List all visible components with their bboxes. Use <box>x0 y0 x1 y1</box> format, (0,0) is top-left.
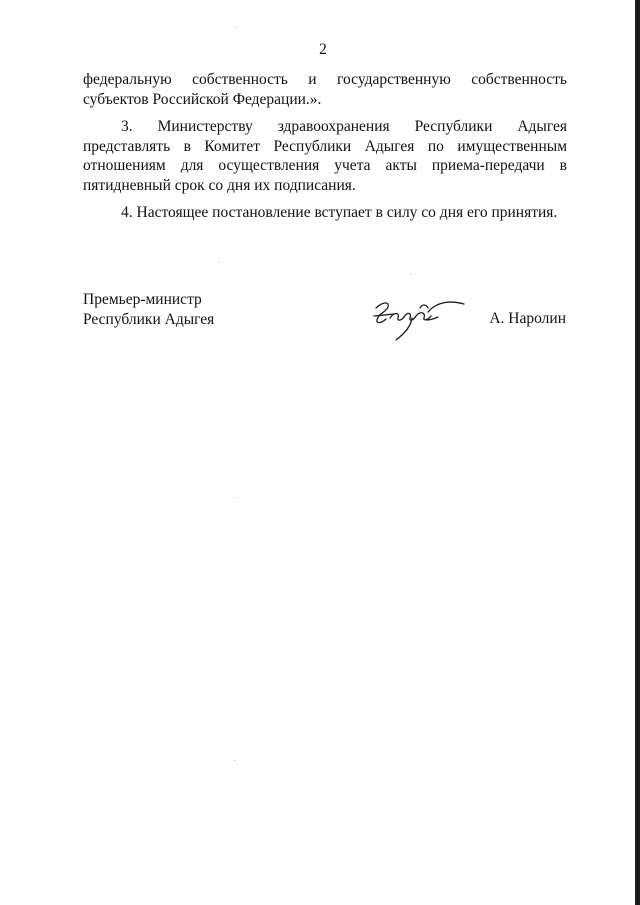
signatory-name: А. Наролин <box>489 310 566 327</box>
page-number: 2 <box>319 41 327 58</box>
scan-speck <box>236 497 237 498</box>
paragraph-continuation: федеральную собственность и государственную собственность субъектов Российской Федерации.». <box>83 71 567 108</box>
signatory-position-line2: Республики Адыгея <box>83 310 215 328</box>
scan-speck <box>218 262 219 263</box>
signatory-position <box>83 290 214 329</box>
scan-speck <box>236 27 237 28</box>
paragraph-item-4: 4. Настоящее постановление вступает в силу со дня его принятия. <box>121 204 558 221</box>
handwritten-signature <box>368 290 468 345</box>
scan-speck <box>234 760 235 761</box>
paragraph-item-3: 3. Министерству здравоохранения Республики Адыгея представлять в Комитет Республики Адыгея по имущественным отношениям для осуществления учета акты приема-передачи в пятидневный срок со дня их подписания. <box>83 118 567 194</box>
scan-speck <box>410 274 411 275</box>
scan-edge <box>635 0 640 905</box>
signatory-position-line1: Премьер-министр <box>83 291 202 308</box>
